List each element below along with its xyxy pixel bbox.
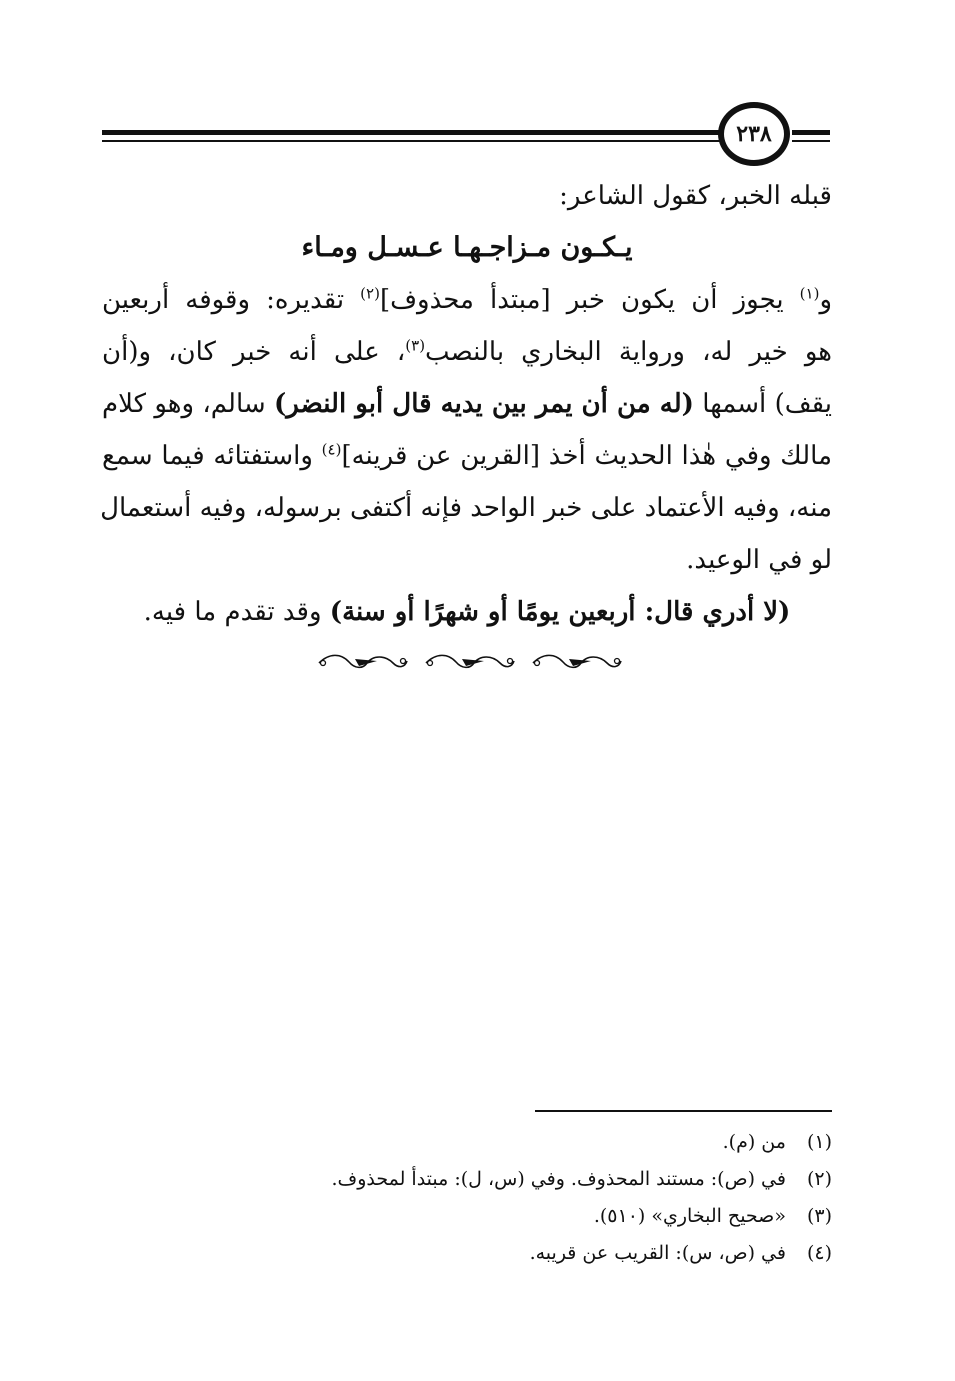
header-rule-left bbox=[102, 130, 722, 144]
text-line-5: يقف) أسمها (له من أن يمر بين يديه قال أبو النضر) سالم، وهو كلام bbox=[102, 389, 833, 419]
ornament-unit-icon bbox=[529, 651, 625, 673]
footnote-3: (٣) «صحيح البخاري» (٥١٠). bbox=[593, 1205, 832, 1227]
footnotes-section bbox=[102, 1124, 832, 1272]
footnote-4: (٤) في (ص، س): القريب عن قريبه. bbox=[529, 1242, 832, 1264]
footnote-ref-1[interactable]: (١) bbox=[799, 284, 820, 303]
footnote-2: (٢) في (ص): مستند المحذوف. وفي (س، ل): مبتدأ لمحذوف. bbox=[331, 1168, 832, 1190]
text-line-1: قبله الخبر، كقول الشاعر: bbox=[559, 181, 832, 211]
text-line-7: منه، وفيه الأعتماد على خبر الواحد فإنه أكتفى برسوله، وفيه أستعمال bbox=[100, 493, 832, 523]
text-line-6: مالك وفي هٰذا الحديث أخذ [القرين عن قرينه]$^{(٤)}$ واستفتائه فيما سمع bbox=[102, 440, 832, 471]
ornament-unit-icon bbox=[315, 651, 411, 673]
text-line-4: هو خير له، ورواية البخاري بالنصب$^{(٣)}$، على أنه خبر كان، و(أن bbox=[102, 336, 832, 367]
main-text bbox=[102, 170, 832, 638]
text-line-8: لو في الوعيد. bbox=[686, 545, 832, 575]
footnote-1: (١) من (م). bbox=[722, 1131, 832, 1153]
footnote-ref-3[interactable]: (٣) bbox=[405, 336, 426, 355]
ornament-unit-icon bbox=[422, 651, 518, 673]
floral-divider-icon bbox=[315, 650, 625, 674]
footnote-ref-2[interactable]: (٢) bbox=[360, 284, 380, 303]
footnote-ref-4[interactable]: (٤) bbox=[321, 440, 342, 459]
header-rule-right bbox=[792, 130, 830, 144]
page-number-badge bbox=[718, 102, 790, 166]
page-number: ٢٣٨ bbox=[736, 121, 772, 147]
hadith-quote-2: (لا أدري قال: أربعين يومًا أو شهرًا أو سنة) bbox=[329, 597, 791, 627]
hadith-quote: (له من أن يمر بين يديه قال أبو النضر) bbox=[274, 389, 694, 419]
text-line-3: و$^{(١)}$ يجوز أن يكون خبر [مبتدأ محذوف]$^{(٢)}$ تقديره: وقوفه أربعين bbox=[102, 284, 833, 315]
poetry-verse: يـكـون مـزاجـهـا عـسـل ومـاء bbox=[301, 232, 633, 263]
text-line-9: (لا أدري قال: أربعين يومًا أو شهرًا أو سنة) وقد تقدم ما فيه. bbox=[143, 597, 791, 627]
footnote-separator bbox=[535, 1110, 832, 1112]
